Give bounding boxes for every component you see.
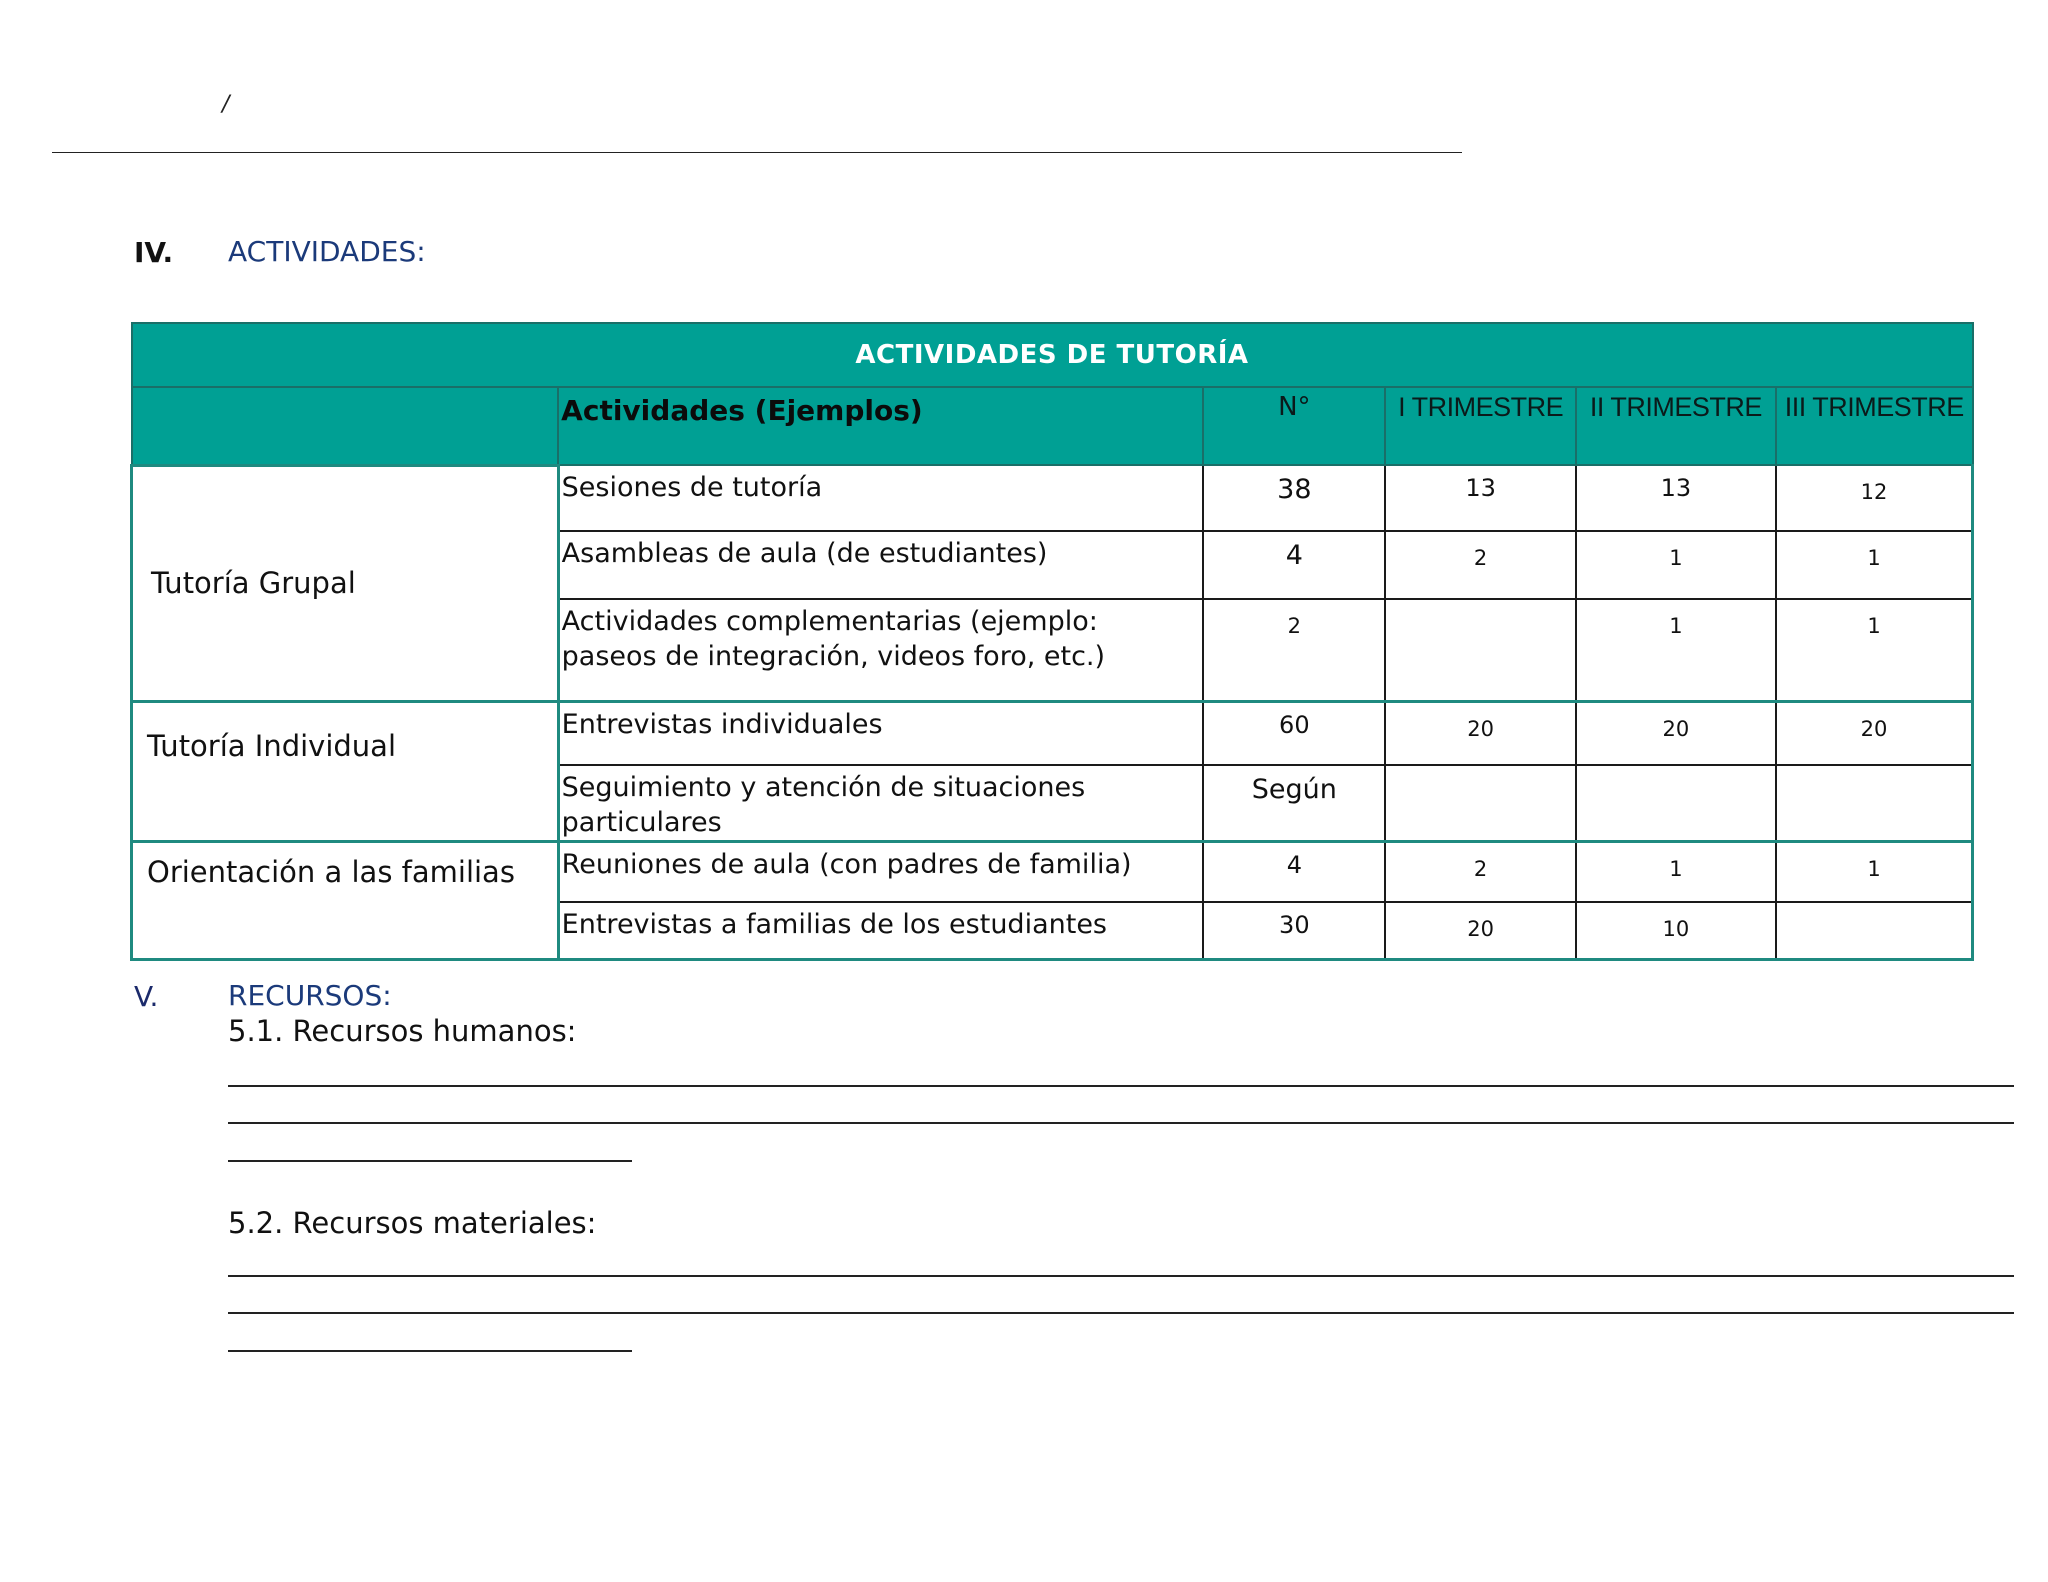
header-rule: [52, 152, 1462, 153]
activities-table: [130, 322, 1974, 961]
t3-cell: [1776, 902, 1972, 960]
header-activities: Actividades (Ejemplos): [558, 387, 1203, 465]
t3-cell: 1: [1776, 599, 1972, 701]
number-cell: Según: [1203, 765, 1385, 842]
section-iv-number: IV.: [134, 236, 174, 269]
header-number: N°: [1203, 387, 1385, 465]
activity-cell: Seguimiento y atención de situaciones particulares: [558, 765, 1203, 842]
header-category-blank: [132, 387, 559, 465]
activity-cell: Entrevistas a familias de los estudiantes: [558, 902, 1203, 960]
t1-cell: 2: [1385, 531, 1575, 599]
activity-cell: Actividades complementarias (ejemplo: paseos de integración, videos foro, etc.): [558, 599, 1203, 701]
section-v-title: RECURSOS:: [228, 979, 392, 1012]
t1-cell: 20: [1385, 701, 1575, 765]
section-iv-title: ACTIVIDADES:: [228, 235, 426, 268]
material-resources-label: 5.2. Recursos materiales:: [228, 1206, 597, 1240]
table-row: [132, 465, 1973, 531]
t3-cell: 12: [1776, 465, 1972, 531]
fill-line: [228, 1160, 632, 1162]
header-trimester-1: I TRIMESTRE: [1385, 387, 1575, 465]
activity-cell: Entrevistas individuales: [558, 701, 1203, 765]
fill-line: [228, 1122, 2014, 1124]
t2-cell: 10: [1576, 902, 1776, 960]
header-trimester-2: II TRIMESTRE: [1576, 387, 1776, 465]
t2-cell: 1: [1576, 842, 1776, 902]
section-v-number: V.: [134, 980, 159, 1013]
activity-cell: Asambleas de aula (de estudiantes): [558, 531, 1203, 599]
t1-cell: 13: [1385, 465, 1575, 531]
table-title: ACTIVIDADES DE TUTORÍA: [132, 323, 1973, 387]
t1-cell: 2: [1385, 842, 1575, 902]
activity-cell: Reuniones de aula (con padres de familia): [558, 842, 1203, 902]
category-tutoria-grupal: Tutoría Grupal: [132, 465, 559, 701]
fill-line: [228, 1085, 2014, 1087]
t2-cell: 20: [1576, 701, 1776, 765]
t3-cell: 1: [1776, 531, 1972, 599]
t2-cell: [1576, 765, 1776, 842]
fill-line: [228, 1312, 2014, 1314]
header-trimester-3: III TRIMESTRE: [1776, 387, 1972, 465]
t3-cell: [1776, 765, 1972, 842]
number-cell: 60: [1203, 701, 1385, 765]
t2-cell: 1: [1576, 599, 1776, 701]
number-cell: 4: [1203, 842, 1385, 902]
fill-line: [228, 1275, 2014, 1277]
number-cell: 30: [1203, 902, 1385, 960]
fill-line: [228, 1350, 632, 1352]
t1-cell: [1385, 765, 1575, 842]
t1-cell: [1385, 599, 1575, 701]
t3-cell: 1: [1776, 842, 1972, 902]
t3-cell: 20: [1776, 701, 1972, 765]
number-cell: 38: [1203, 465, 1385, 531]
t2-cell: 1: [1576, 531, 1776, 599]
table-row: [132, 701, 1973, 765]
human-resources-label: 5.1. Recursos humanos:: [228, 1014, 577, 1048]
table-row: [132, 842, 1973, 902]
number-cell: 4: [1203, 531, 1385, 599]
header-mark: /: [222, 92, 230, 117]
t1-cell: 20: [1385, 902, 1575, 960]
category-tutoria-individual: Tutoría Individual: [132, 701, 559, 842]
t2-cell: 13: [1576, 465, 1776, 531]
category-orientacion-familias: Orientación a las familias: [132, 842, 559, 960]
activity-cell: Sesiones de tutoría: [558, 465, 1203, 531]
number-cell: 2: [1203, 599, 1385, 701]
